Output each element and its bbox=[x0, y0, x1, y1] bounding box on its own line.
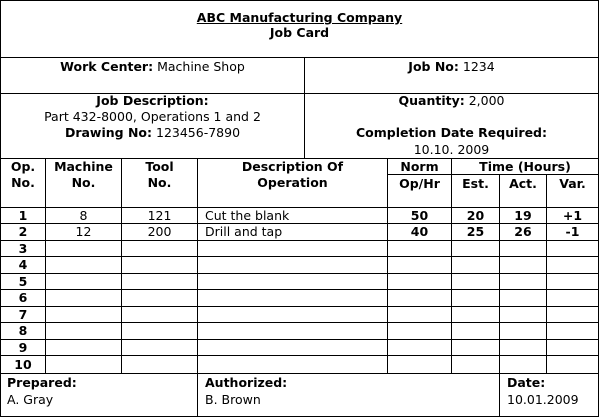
row-line bbox=[1, 289, 598, 290]
cell-description: Cut the blank bbox=[205, 208, 290, 223]
drawing-no-value: 123456-7890 bbox=[156, 125, 241, 140]
cell-act: 26 bbox=[514, 224, 532, 239]
work-center bbox=[1, 59, 304, 75]
cell-tool: 200 bbox=[147, 224, 172, 239]
cell-est: 25 bbox=[466, 224, 485, 239]
quantity-label: Quantity: bbox=[398, 93, 465, 108]
drawing-no bbox=[1, 125, 304, 141]
header-description: Description Of bbox=[241, 159, 344, 174]
cell-op: 1 bbox=[18, 208, 28, 223]
cell-op: 3 bbox=[18, 241, 28, 256]
completion-date-value: 10.10. 2009 bbox=[413, 142, 490, 157]
work-center-label: Work Center: bbox=[60, 59, 154, 74]
col-line bbox=[546, 174, 547, 373]
col-line bbox=[197, 158, 198, 416]
cell-op: 7 bbox=[18, 307, 28, 322]
header-machine-no: No. bbox=[71, 175, 96, 190]
prepared-label: Prepared: bbox=[7, 375, 77, 390]
quantity bbox=[305, 93, 598, 109]
job-description-label: Job Description: bbox=[96, 93, 209, 108]
cell-description: Drill and tap bbox=[205, 224, 283, 239]
authorized-label: Authorized: bbox=[205, 375, 288, 390]
header-operation: Operation bbox=[257, 175, 328, 190]
quantity-value: 2,000 bbox=[468, 93, 505, 108]
divider-footer bbox=[1, 373, 598, 374]
header-tool-no: No. bbox=[147, 175, 172, 190]
cell-norm: 50 bbox=[410, 208, 429, 223]
row-line bbox=[1, 256, 598, 257]
row-line bbox=[1, 339, 598, 340]
cell-tool: 121 bbox=[147, 208, 172, 223]
company-name: ABC Manufacturing Company bbox=[196, 10, 403, 25]
cell-machine: 12 bbox=[75, 224, 92, 239]
job-description-value: Part 432-8000, Operations 1 and 2 bbox=[44, 109, 261, 124]
row-line bbox=[1, 355, 598, 356]
job-no-value: 1234 bbox=[462, 59, 495, 74]
cell-var: -1 bbox=[565, 224, 580, 239]
card-title: Job Card bbox=[269, 25, 330, 40]
header-op: Op. bbox=[10, 159, 36, 174]
cell-op: 2 bbox=[18, 224, 28, 239]
header-tool: Tool bbox=[145, 159, 174, 174]
cell-op: 6 bbox=[18, 290, 28, 305]
header-op-no: No. bbox=[11, 175, 35, 190]
job-no bbox=[305, 59, 598, 75]
header-machine: Machine bbox=[54, 159, 113, 174]
cell-op: 5 bbox=[18, 274, 28, 289]
row-line bbox=[1, 273, 598, 274]
header-time: Time (Hours) bbox=[479, 159, 571, 174]
completion-date-label: Completion Date Required: bbox=[355, 125, 548, 140]
date-value: 10.01.2009 bbox=[507, 392, 579, 407]
row-line bbox=[1, 240, 598, 241]
cell-op: 9 bbox=[18, 340, 28, 355]
header-var: Var. bbox=[559, 176, 586, 191]
prepared-value: A. Gray bbox=[7, 392, 54, 407]
header-act: Act. bbox=[509, 176, 537, 191]
header-est: Est. bbox=[462, 176, 489, 191]
cell-machine: 8 bbox=[79, 208, 88, 223]
cell-var: +1 bbox=[562, 208, 583, 223]
divider-header bbox=[1, 57, 598, 58]
drawing-no-label: Drawing No: bbox=[64, 125, 153, 140]
row-line bbox=[1, 306, 598, 307]
cell-norm: 40 bbox=[410, 224, 429, 239]
job-no-label: Job No: bbox=[408, 59, 459, 74]
cell-op: 8 bbox=[18, 323, 28, 338]
work-center-value: Machine Shop bbox=[157, 59, 245, 74]
date-label: Date: bbox=[507, 375, 546, 390]
header-op-hr: Op/Hr bbox=[399, 176, 440, 191]
authorized-value: B. Brown bbox=[205, 392, 261, 407]
cell-est: 20 bbox=[466, 208, 485, 223]
cell-act: 19 bbox=[514, 208, 532, 223]
row-line bbox=[1, 322, 598, 323]
cell-op: 10 bbox=[14, 357, 32, 372]
cell-op: 4 bbox=[18, 257, 28, 272]
header-norm: Norm bbox=[400, 159, 439, 174]
